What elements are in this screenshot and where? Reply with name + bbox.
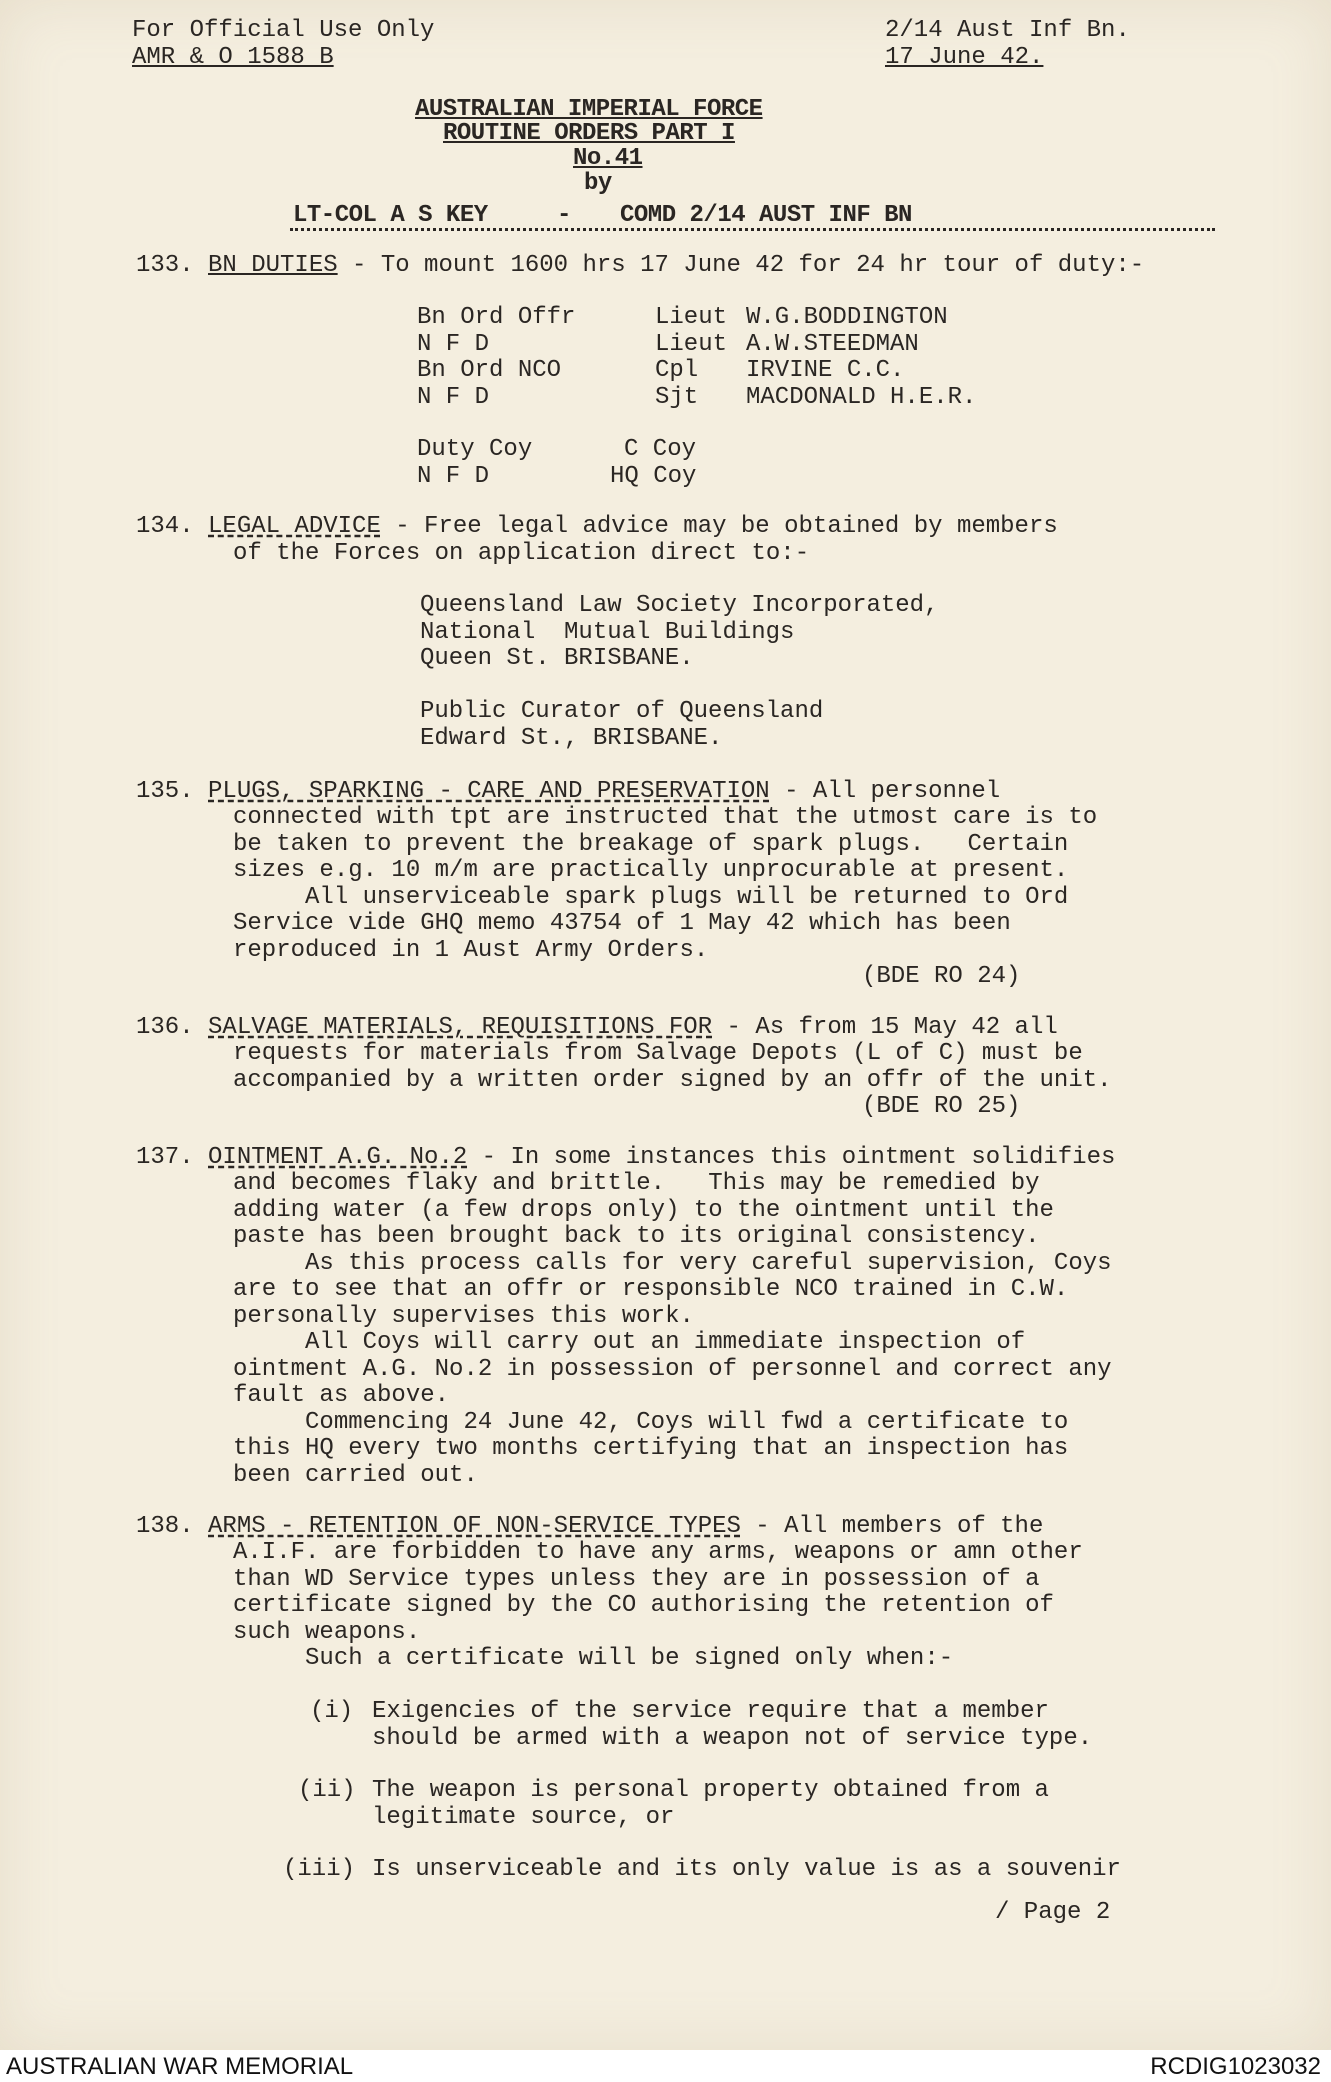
body-line: been carried out. (233, 1461, 478, 1489)
body-line: such weapons. (233, 1618, 421, 1646)
body-line: accompanied by a written order signed by an offr of the unit. (233, 1066, 1112, 1094)
duties-names (746, 305, 976, 411)
duty-role: N F D (417, 330, 490, 358)
classification-line: For Official Use Only (132, 17, 435, 44)
body-line: fault as above. (233, 1382, 450, 1409)
item-heading: BN DUTIES (208, 252, 338, 279)
coy-roles (417, 437, 532, 490)
duties-roles (417, 305, 575, 411)
item-text: - All members of the (740, 1513, 1044, 1540)
body-line: certificate signed by the CO authorising the retention of (233, 1592, 1054, 1619)
body-line: reproduced in 1 Aust Army Orders. (233, 936, 709, 964)
item-text: - In some instances this ointment solidifies (467, 1144, 1116, 1171)
body-line: As this process calls for very careful supervision, Coys (233, 1249, 1112, 1277)
item-number: 135. (136, 778, 194, 805)
coy-role: Duty Coy (417, 436, 533, 463)
duty-rank: Sjt (655, 383, 699, 411)
title-orders: ROUTINE ORDERS PART I (443, 120, 735, 147)
item-heading: PLUGS, SPARKING - CARE AND PRESERVATION (208, 778, 770, 805)
document-date: 17 June 42. (885, 44, 1044, 71)
body-line: Such a certificate will be signed only when:- (233, 1645, 954, 1672)
body-line: be taken to prevent the breakage of spark plugs. Certain (233, 830, 1069, 858)
address-line: Public Curator of Queensland (420, 698, 824, 725)
condition-number: (iii) (283, 1856, 356, 1883)
item-137 (136, 1145, 1115, 1172)
body-line: are to see that an offr or responsible NCO trained in C.W. (233, 1276, 1069, 1303)
coy-value: C Coy (624, 436, 697, 463)
body-line: Service vide GHQ memo 43754 of 1 May 42 which has been (233, 910, 1011, 937)
item-heading: LEGAL ADVICE (208, 513, 381, 540)
item-137-body (233, 1171, 1112, 1489)
body-line: Commencing 24 June 42, Coys will fwd a certificate to (233, 1408, 1069, 1436)
condition-line: Is unserviceable and its only value is as a souvenir (372, 1856, 1121, 1883)
item-136-reference: (BDE RO 25) (862, 1093, 1021, 1120)
address-line: National Mutual Buildings (420, 618, 795, 646)
body-line: requests for materials from Salvage Depots (L of C) must be (233, 1040, 1083, 1067)
address-line: Queensland Law Society Incorporated, (420, 592, 939, 619)
item-text: - To mount 1600 hrs 17 June 42 for 24 hr tour of duty:- (337, 252, 1145, 279)
duty-role: Bn Ord NCO (417, 357, 562, 384)
body-line: and becomes flaky and brittle. This may be remedied by (233, 1170, 1040, 1197)
condition-line: Exigencies of the service require that a member (372, 1698, 1049, 1725)
archive-footer (0, 2050, 1331, 2082)
duty-role: Bn Ord Offr (417, 304, 576, 331)
body-line: All unserviceable spark plugs will be returned to Ord (233, 883, 1069, 911)
item-heading: ARMS - RETENTION OF NON-SERVICE TYPES (208, 1513, 741, 1540)
condition-line: legitimate source, or (372, 1803, 675, 1831)
archive-name: AUSTRALIAN WAR MEMORIAL (6, 2053, 354, 2080)
condition-text (372, 1699, 1092, 1752)
coy-value: HQ Coy (610, 462, 697, 490)
item-number: 138. (136, 1513, 194, 1540)
item-number: 136. (136, 1014, 194, 1041)
item-135-body (233, 805, 1097, 964)
item-135-reference: (BDE RO 24) (862, 963, 1021, 990)
item-number: 133. (136, 252, 194, 279)
item-heading: SALVAGE MATERIALS, REQUISITIONS FOR (208, 1014, 713, 1041)
condition-line: should be armed with a weapon not of service type. (372, 1724, 1093, 1752)
item-134 (136, 514, 1058, 541)
condition-text (372, 1778, 1049, 1831)
address-public-curator (420, 699, 823, 752)
address-line: Queen St. BRISBANE. (420, 645, 694, 672)
body-line: than WD Service types unless they are in possession of a (233, 1565, 1040, 1593)
title-rule (290, 228, 1215, 231)
title-force: AUSTRALIAN IMPERIAL FORCE (415, 96, 763, 123)
item-138 (136, 1514, 1043, 1541)
address-line: Edward St., BRISBANE. (420, 724, 723, 752)
duty-role: N F D (417, 383, 490, 411)
item-text: - All personnel (769, 778, 1001, 805)
item-number: 137. (136, 1144, 194, 1171)
body-line: personally supervises this work. (233, 1302, 694, 1330)
archive-reference: RCDIG1023032 (1150, 2053, 1321, 2080)
item-134-line2: of the Forces on application direct to:- (233, 540, 810, 567)
duty-rank: Lieut (655, 330, 728, 358)
item-text: - Free legal advice may be obtained by members (380, 513, 1058, 540)
item-135 (136, 779, 1000, 806)
item-138-body (233, 1540, 1083, 1673)
duty-name: A.W.STEEDMAN (746, 330, 919, 358)
body-line: All Coys will carry out an immediate inspection of (233, 1329, 1026, 1356)
item-text: - As from 15 May 42 all (712, 1014, 1058, 1041)
coy-values (610, 437, 696, 490)
title-number: No.41 (573, 145, 643, 172)
body-line: sizes e.g. 10 m/m are practically unprocurable at present. (233, 857, 1069, 884)
reference-number: AMR & O 1588 B (132, 44, 334, 71)
item-133 (136, 253, 1144, 280)
page-continuation: / Page 2 (995, 1899, 1111, 1926)
body-line: this HQ every two months certifying that an inspection has (233, 1435, 1069, 1462)
item-number: 134. (136, 513, 194, 540)
title-by: by (584, 170, 612, 197)
body-line: adding water (a few drops only) to the ointment until the (233, 1196, 1054, 1224)
unit-name: 2/14 Aust Inf Bn. (885, 17, 1130, 44)
condition-text (372, 1857, 1121, 1884)
coy-role: N F D (417, 462, 490, 490)
condition-number: (ii) (298, 1777, 356, 1804)
condition-line: The weapon is personal property obtained from a (372, 1777, 1049, 1804)
item-heading: OINTMENT A.G. No.2 (208, 1144, 468, 1171)
condition-number: (i) (310, 1698, 354, 1725)
duties-ranks (655, 305, 727, 411)
title-command-unit: COMD 2/14 AUST INF BN (620, 202, 912, 229)
duty-name: IRVINE C.C. (746, 357, 905, 384)
address-law-society (420, 593, 938, 673)
body-line: ointment A.G. No.2 in possession of personnel and correct any (233, 1355, 1112, 1383)
body-line: A.I.F. are forbidden to have any arms, weapons or amn other (233, 1539, 1083, 1566)
body-line: paste has been brought back to its original consistency. (233, 1223, 1040, 1250)
item-136 (136, 1015, 1058, 1042)
item-136-body (233, 1041, 1112, 1094)
title-commander: LT-COL A S KEY (293, 202, 488, 229)
duty-rank: Cpl (655, 357, 699, 384)
title-dash: - (557, 202, 571, 229)
body-line: connected with tpt are instructed that the utmost care is to (233, 804, 1098, 831)
duty-name: W.G.BODDINGTON (746, 304, 948, 331)
duty-rank: Lieut (655, 304, 728, 331)
duty-name: MACDONALD H.E.R. (746, 383, 977, 411)
